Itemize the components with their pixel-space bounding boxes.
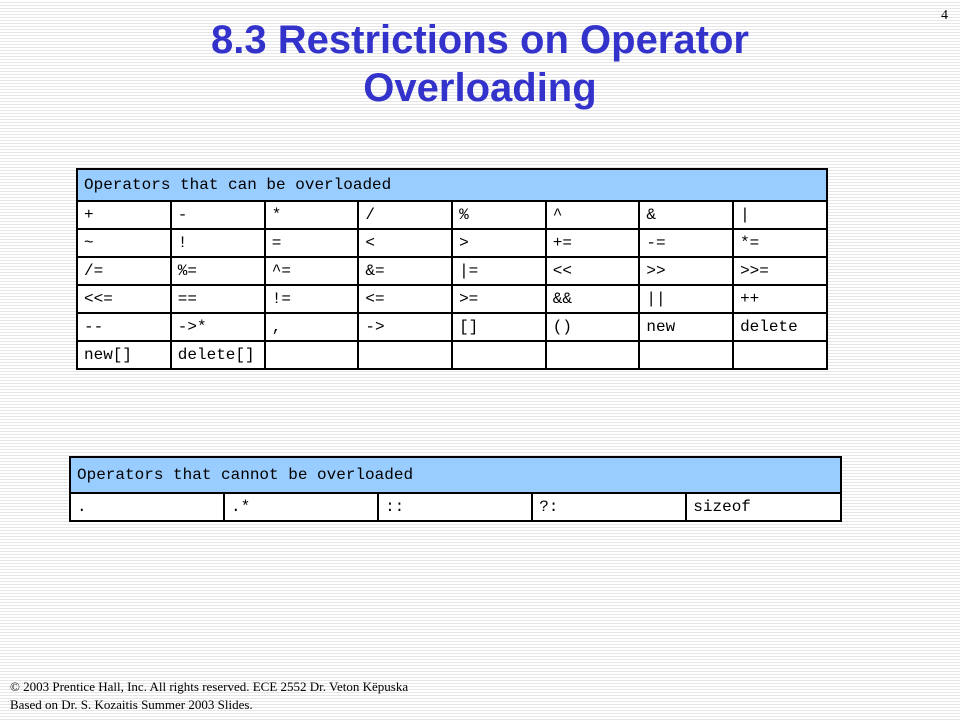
operator-cell: ~ <box>77 229 171 257</box>
operator-cell: + <box>77 201 171 229</box>
operator-cell: >>= <box>733 257 827 285</box>
table-row <box>77 341 827 369</box>
operator-cell: % <box>452 201 546 229</box>
operator-cell: == <box>171 285 265 313</box>
overloadable-operators-header: Operators that can be overloaded <box>77 169 827 201</box>
operator-cell: = <box>265 229 359 257</box>
non-overloadable-operators-header: Operators that cannot be overloaded <box>70 457 841 493</box>
operator-cell: () <box>546 313 640 341</box>
non-overloadable-operators-table <box>69 456 842 522</box>
slide-number: 4 <box>941 8 948 23</box>
operator-cell: delete <box>733 313 827 341</box>
operator-cell: >= <box>452 285 546 313</box>
slide-title-line-2: Overloading <box>363 66 597 110</box>
operator-cell: ^ <box>546 201 640 229</box>
operator-cell: < <box>358 229 452 257</box>
operator-cell: ?: <box>532 493 686 521</box>
operator-cell <box>265 341 359 369</box>
table-row <box>77 313 827 341</box>
table-header-row <box>70 457 841 493</box>
operator-cell <box>733 341 827 369</box>
operator-cell: / <box>358 201 452 229</box>
table-row <box>77 201 827 229</box>
operator-cell: >> <box>639 257 733 285</box>
overloadable-operators-table <box>76 168 828 370</box>
operator-cell: | <box>733 201 827 229</box>
operator-cell: -> <box>358 313 452 341</box>
table-row <box>77 285 827 313</box>
operator-cell: .* <box>224 493 378 521</box>
table-header-row <box>77 169 827 201</box>
operator-cell <box>639 341 733 369</box>
operator-cell <box>452 341 546 369</box>
operator-cell: |= <box>452 257 546 285</box>
operator-cell: - <box>171 201 265 229</box>
operator-cell: > <box>452 229 546 257</box>
operator-cell: delete[] <box>171 341 265 369</box>
operator-cell: || <box>639 285 733 313</box>
operator-cell: -= <box>639 229 733 257</box>
operator-cell: [] <box>452 313 546 341</box>
operator-cell: ->* <box>171 313 265 341</box>
operator-cell: & <box>639 201 733 229</box>
operator-cell: %= <box>171 257 265 285</box>
operator-cell: <= <box>358 285 452 313</box>
source-line: Based on Dr. S. Kozaitis Summer 2003 Slides. <box>10 697 253 712</box>
operator-cell: new[] <box>77 341 171 369</box>
copyright-line: © 2003 Prentice Hall, Inc. All rights reserved. ECE 2552 Dr. Veton Këpuska <box>10 679 409 694</box>
operator-cell: . <box>70 493 224 521</box>
operator-cell: /= <box>77 257 171 285</box>
operator-cell: -- <box>77 313 171 341</box>
operator-cell <box>358 341 452 369</box>
operator-cell: && <box>546 285 640 313</box>
slide-title <box>0 16 960 112</box>
operator-cell: <<= <box>77 285 171 313</box>
footer <box>10 678 408 714</box>
operator-cell: &= <box>358 257 452 285</box>
table-row <box>70 493 841 521</box>
operator-cell: ^= <box>265 257 359 285</box>
operator-cell: != <box>265 285 359 313</box>
operator-cell: , <box>265 313 359 341</box>
operator-cell: << <box>546 257 640 285</box>
slide-title-line-1: 8.3 Restrictions on Operator <box>211 18 749 62</box>
operator-cell: ++ <box>733 285 827 313</box>
operator-cell <box>546 341 640 369</box>
operator-cell: * <box>265 201 359 229</box>
table-row <box>77 229 827 257</box>
table-row <box>77 257 827 285</box>
operator-cell: sizeof <box>686 493 841 521</box>
operator-cell: += <box>546 229 640 257</box>
operator-cell: :: <box>378 493 532 521</box>
operator-cell: new <box>639 313 733 341</box>
operator-cell: ! <box>171 229 265 257</box>
operator-cell: *= <box>733 229 827 257</box>
